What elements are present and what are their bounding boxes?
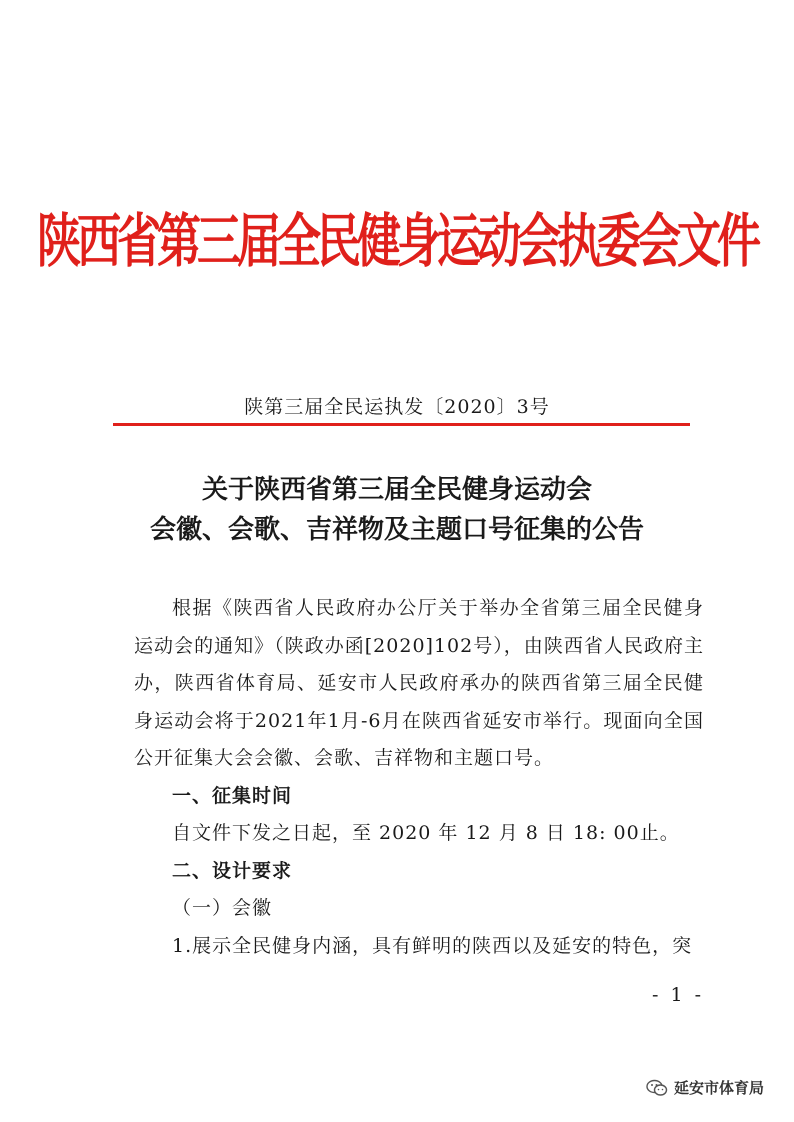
document-header-title: 陕西省第三届全民健身运动会执委会文件 xyxy=(37,208,757,276)
notice-title-line-2: 会徽、会歌、吉祥物及主题口号征集的公告 xyxy=(149,515,644,545)
subsection-heading-emblem: （一）会徽 xyxy=(172,897,273,919)
notice-title-line-1: 关于陕西省第三届全民健身运动会 xyxy=(201,475,592,505)
document-body xyxy=(134,590,704,965)
section-heading-collection-time: 一、征集时间 xyxy=(172,784,293,807)
wechat-watermark xyxy=(646,1077,764,1098)
requirement-item-1: 1.展示全民健身内涵，具有鲜明的陕西以及延安的特色，突 xyxy=(172,934,693,957)
watermark-text: 延安市体育局 xyxy=(673,1079,764,1097)
notice-title xyxy=(0,470,794,550)
intro-paragraph: 根据《陕西省人民政府办公厅关于举办全省第三届全民健身运动会的通知》（陕政办函[2020]102号），由陕西省人民政府主办，陕西省体育局、延安市人民政府承办的陕西省第三届全民健身运动会将于2021年1月-6月在陕西省延安市举行。现面向全国公开征集大会会徽、会歌、吉祥物和主题口号。 xyxy=(134,597,704,769)
red-divider-line xyxy=(113,423,690,426)
page-number: - 1 - xyxy=(651,984,704,1006)
wechat-icon xyxy=(646,1079,668,1097)
section-heading-design-requirements: 二、设计要求 xyxy=(172,859,293,882)
document-number: 陕第三届全民运执发〔2020〕3号 xyxy=(244,396,550,418)
collection-time-text: 自文件下发之日起，至 2020 年 12 月 8 日 18: 00止。 xyxy=(172,822,680,844)
